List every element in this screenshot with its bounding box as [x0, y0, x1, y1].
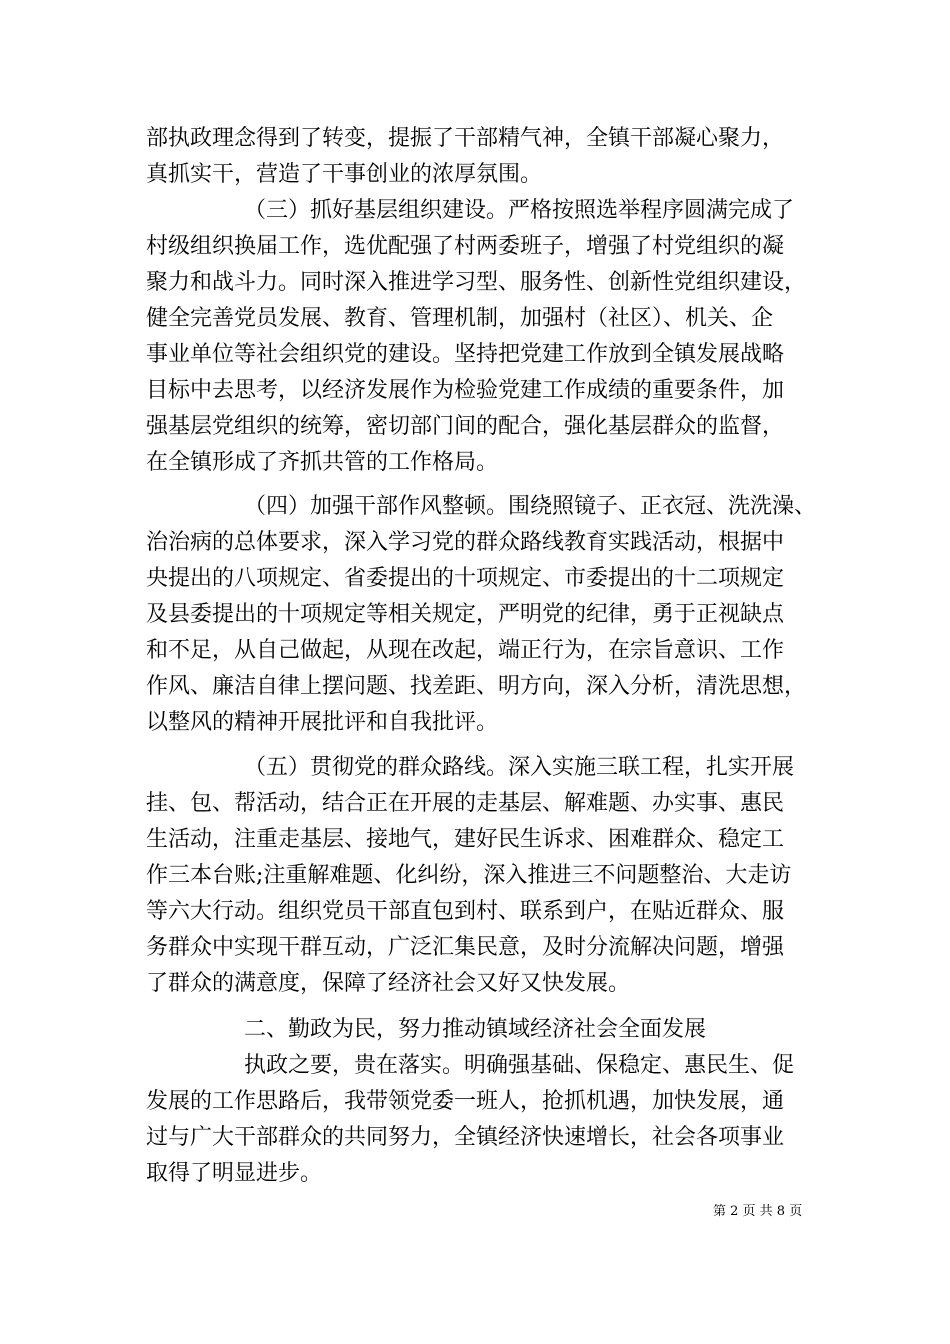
text-line: 过与广大干部群众的共同努力，全镇经济快速增长，社会各项事业 — [146, 1125, 785, 1150]
text-line: 目标中去思考，以经济发展作为检验党建工作成绩的重要条件，加 — [146, 378, 785, 403]
section-heading-4: （四）加强干部作风整顿。围绕照镜子、正衣冠、洗洗澡、 — [244, 494, 817, 519]
text-line: 及县委提出的十项规定等相关规定，严明党的纪律，勇于正视缺点 — [146, 602, 785, 627]
text-line: 央提出的八项规定、省委提出的十项规定、市委提出的十二项规定 — [146, 566, 785, 591]
text-line: 和不足，从自己做起，从现在改起，端正行为，在宗旨意识、工作 — [146, 638, 785, 663]
text-line: 事业单位等社会组织党的建设。坚持把党建工作放到全镇发展战略 — [146, 342, 785, 367]
text-line: 以整风的精神开展批评和自我批评。 — [146, 710, 499, 735]
text-line: 健全完善党员发展、教育、管理机制，加强村（社区）、机关、企 — [146, 306, 774, 331]
text-line: 挂、包、帮活动，结合正在开展的走基层、解难题、办实事、惠民 — [146, 791, 785, 816]
text-line: 聚力和战斗力。同时深入推进学习型、服务性、创新性党组织建设， — [146, 270, 807, 295]
text-line: 等六大行动。组织党员干部直包到村、联系到户，在贴近群众、服 — [146, 899, 785, 924]
page-number: 第 2 页 共 8 页 — [713, 1204, 803, 1219]
text-line: 部执政理念得到了转变，提振了干部精气神，全镇干部凝心聚力， — [146, 126, 785, 151]
text-line: 务群众中实现干群互动，广泛汇集民意，及时分流解决问题，增强 — [146, 935, 785, 960]
text-line: 治治病的总体要求，深入学习党的群众路线教育实践活动，根据中 — [146, 530, 785, 555]
text-line: 在全镇形成了齐抓共管的工作格局。 — [146, 450, 499, 475]
text-line: 作风、廉洁自律上摆问题、找差距、明方向，深入分析，清洗思想， — [146, 674, 807, 699]
text-line: 发展的工作思路后，我带领党委一班人，抢抓机遇，加快发展，通 — [146, 1089, 785, 1114]
chapter-heading: 二、勤政为民，努力推动镇域经济社会全面发展 — [244, 1017, 707, 1042]
section-heading-5: （五）贯彻党的群众路线。深入实施三联工程，扎实开展 — [244, 755, 795, 780]
text-line: 强基层党组织的统筹，密切部门间的配合，强化基层群众的监督， — [146, 414, 785, 439]
text-line: 作三本台账;注重解难题、化纠纷，深入推进三不问题整治、大走访 — [146, 863, 792, 888]
text-line: 执政之要，贵在落实。明确强基础、保稳定、惠民生、促 — [244, 1053, 795, 1078]
text-line: 真抓实干，营造了干事创业的浓厚氛围。 — [146, 162, 543, 187]
section-heading-3: （三）抓好基层组织建设。严格按照选举程序圆满完成了 — [244, 198, 795, 223]
text-line: 取得了明显进步。 — [146, 1161, 323, 1186]
text-line: 生活动，注重走基层、接地气，建好民生诉求、困难群众、稳定工 — [146, 827, 785, 852]
text-line: 村级组织换届工作，选优配强了村两委班子，增强了村党组织的凝 — [146, 234, 785, 259]
text-line: 了群众的满意度，保障了经济社会又好又快发展。 — [146, 971, 631, 996]
